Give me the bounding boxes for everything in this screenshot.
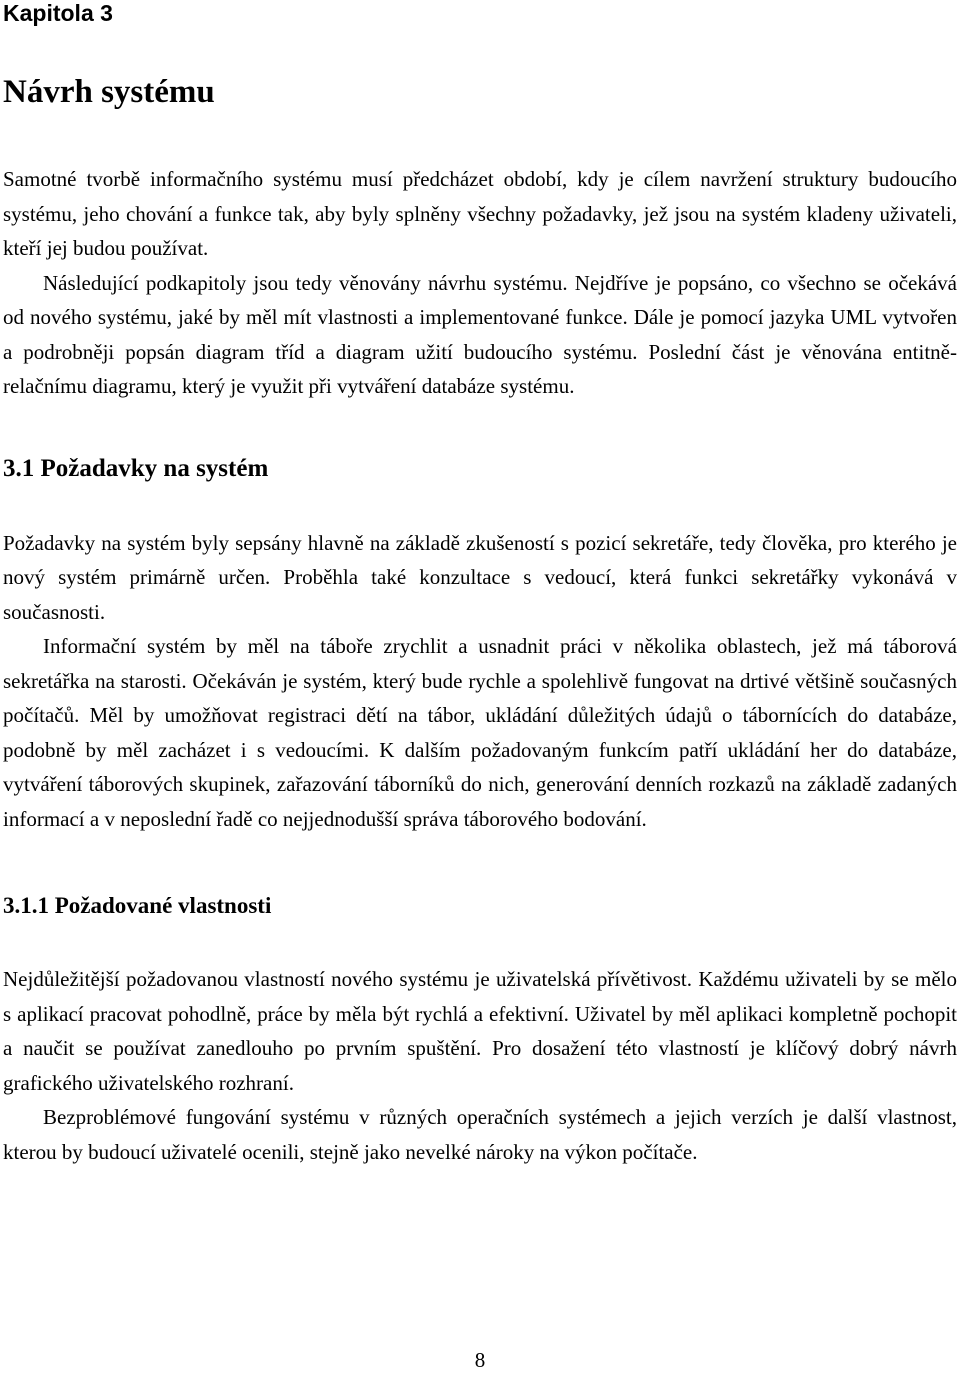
subsection-heading: 3.1.1 Požadované vlastnosti <box>3 893 272 918</box>
section-body <box>3 526 957 837</box>
chapter-label: Kapitola 3 <box>3 0 113 26</box>
intro-section <box>3 162 957 404</box>
section-heading: 3.1 Požadavky na systém <box>3 454 269 482</box>
section-paragraph-2: Informační systém by měl na táboře zrychlit a usnadnit práci v několika oblastech, jež má táborová sekretářka na starosti. Očekáván je systém, který bude rychle a spolehlivě fungovat na drtivé většině současných počítačů. Měl by umožňovat registraci dětí na tábor, ukládání důležitých údajů o tábornících do databáze, podobně by měl zacházet i s vedoucími. K dalším požadovaným funkcím patří ukládání her do databáze, vytváření táborových skupinek, zařazování táborníků do nich, generování denních rozkazů na základě zadaných informací a v neposlední řadě co nejjednodušší správa táborového bodování. <box>3 634 957 831</box>
intro-paragraph-1: Samotné tvorbě informačního systému musí předcházet období, kdy je cílem navržení struktury budoucího systému, jeho chování a funkce tak, aby byly splněny všechny požadavky, jež jsou na systém kladeny uživateli, kteří jej budou používat. <box>3 167 957 260</box>
subsection-paragraph-1: Nejdůležitější požadovanou vlastností nového systému je uživatelská přívětivost. Každému uživateli by se mělo s aplikací pracovat pohodlně, práce by měla být rychlá a efektivní. Uživatel by měl aplikaci kompletně pochopit a naučit se používat zanedlouho po prvním spuštění. Pro dosažení této vlastností je klíčový dobrý návrh grafického uživatelského rozhraní. <box>3 967 957 1095</box>
section-paragraph-1: Požadavky na systém byly sepsány hlavně na základě zkušeností s pozicí sekretáře, tedy člověka, pro kterého je nový systém primárně určen. Proběhla také konzultace s vedoucí, která funkci sekretářky vykonává v současnosti. <box>3 530 957 624</box>
chapter-title: Návrh systému <box>3 74 215 110</box>
document-page <box>3 0 957 1169</box>
intro-paragraph-2: Následující podkapitoly jsou tedy věnovány návrhu systému. Nejdříve je popsáno, co všechno se očekává od nového systému, jaké by měl mít vlastnosti a implementované funkce. Dále je pomocí jazyka UML vytvořen a podrobněji popsán diagram tříd a diagram užití budoucího systému. Poslední část je věnována entitně-relačnímu diagramu, který je využit při vytváření databáze systému. <box>3 270 957 398</box>
subsection-paragraph-2: Bezproblémové fungování systému v různých operačních systémech a jejich verzích je další vlastnost, kterou by budoucí uživatelé ocenili, stejně jako nevelké nároky na výkon počítače. <box>3 1105 957 1164</box>
page-number: 8 <box>474 1348 486 1372</box>
subsection-body <box>3 962 957 1169</box>
